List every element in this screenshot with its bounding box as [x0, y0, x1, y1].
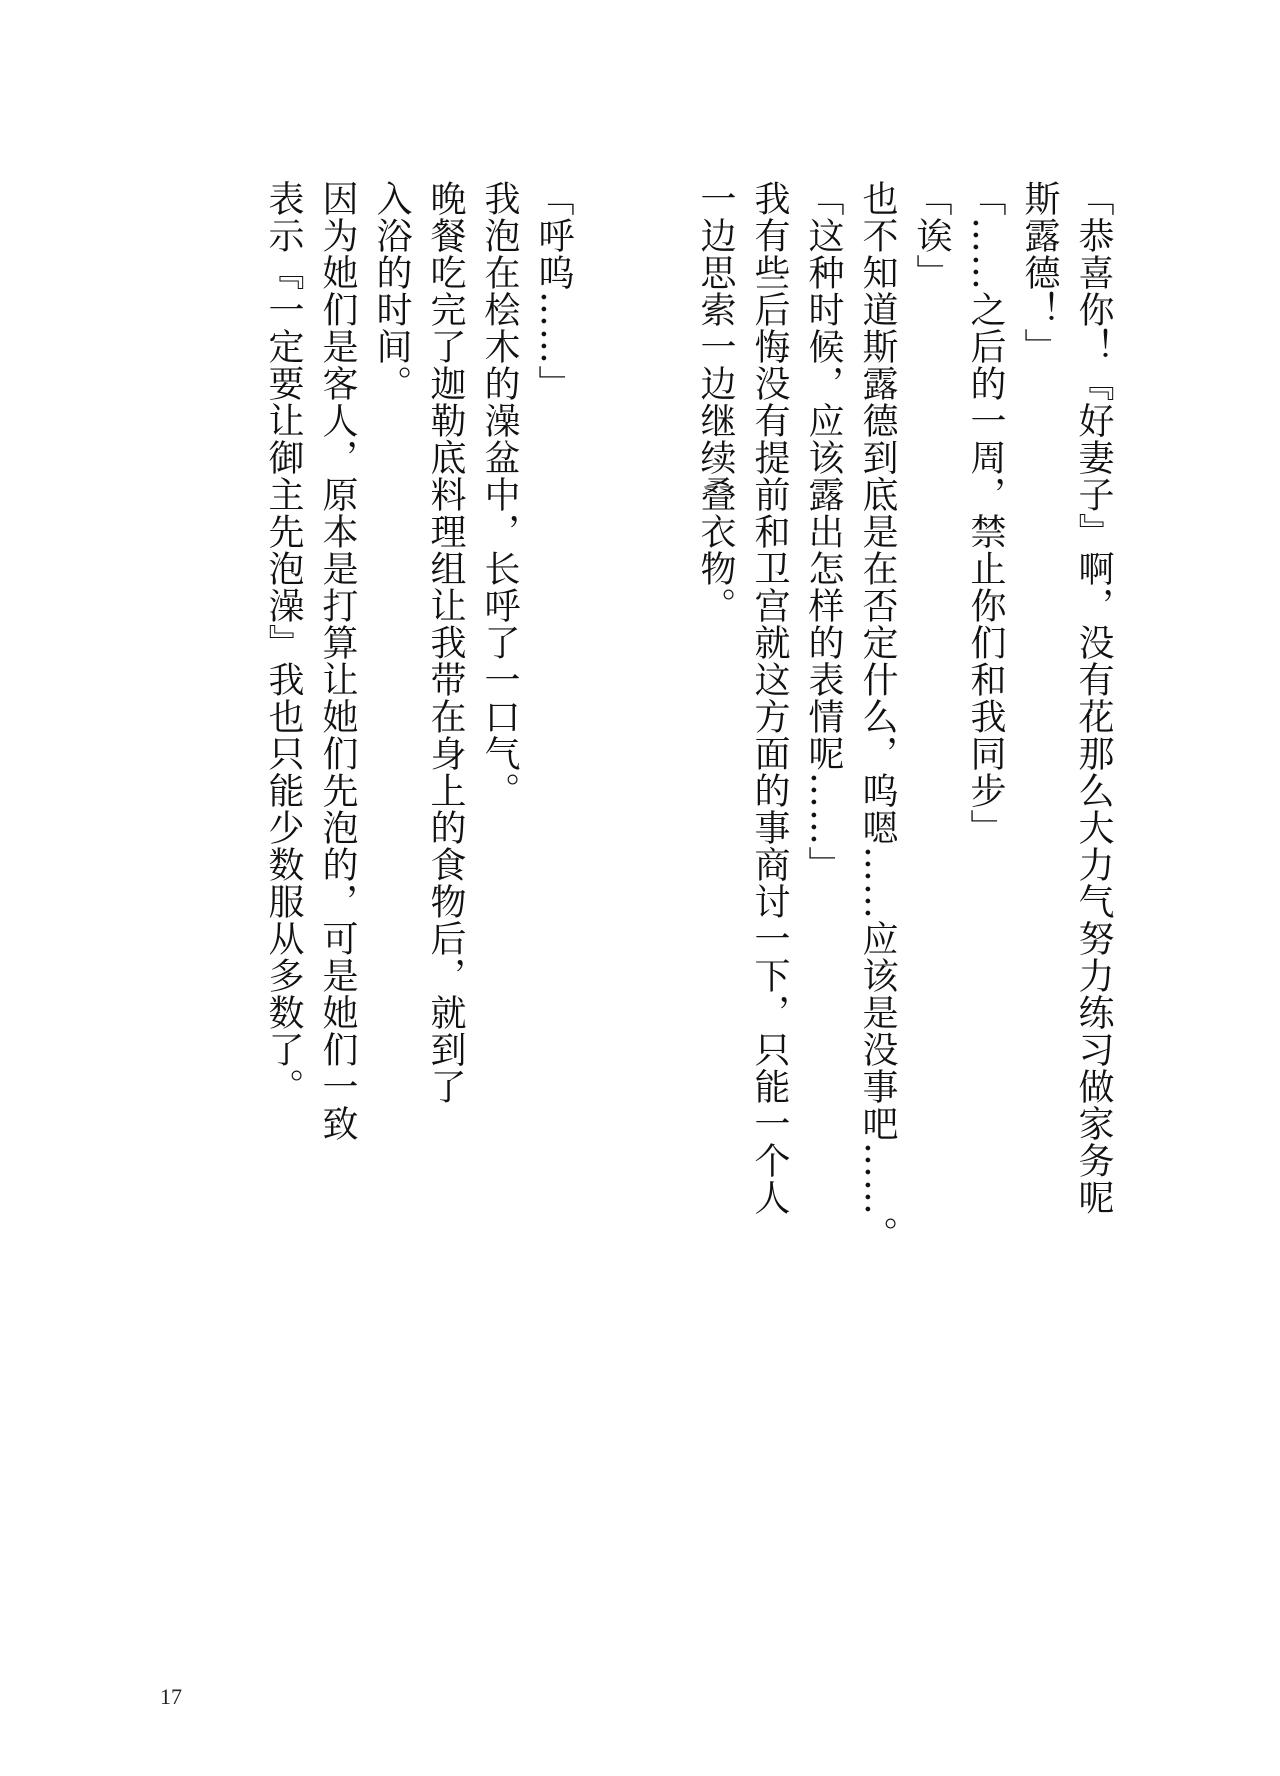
page-number: 17 [160, 1684, 182, 1709]
text-line: 也不知道斯露德到底是在否定什么，呜嗯……应该是没事吧……。 [857, 180, 898, 1253]
text-line: 斯露德！」 [1019, 180, 1060, 365]
text-line: 「……之后的一周，禁止你们和我同步」 [965, 180, 1006, 846]
text-line: 我有些后悔没有提前和卫宫就这方面的事商讨一下，只能一个人 [749, 180, 790, 1216]
text-line: 表示『一定要让御主先泡澡』我也只能少数服从多数了。 [263, 180, 304, 1105]
text-line: 我泡在桧木的澡盆中，长呼了一口气。 [479, 180, 520, 809]
text-line: 「恭喜你！『好妻子』啊，没有花那么大力气努力练习做家务呢 [1073, 180, 1114, 1216]
vertical-text-body [160, 180, 1120, 1380]
text-line: 一边思索一边继续叠衣物。 [695, 180, 736, 624]
paragraph-gap [580, 180, 688, 1380]
text-line: 「呼呜……」 [533, 180, 574, 402]
text-line: 入浴的时间。 [371, 180, 412, 402]
text-line: 因为她们是客人，原本是打算让她们先泡的，可是她们一致 [317, 180, 358, 1142]
text-line: 晚餐吃完了迦勒底料理组让我带在身上的食物后，就到了 [425, 180, 466, 1105]
text-line: 「诶」 [911, 180, 952, 291]
text-line: 「这种时候，应该露出怎样的表情呢……」 [803, 180, 844, 883]
